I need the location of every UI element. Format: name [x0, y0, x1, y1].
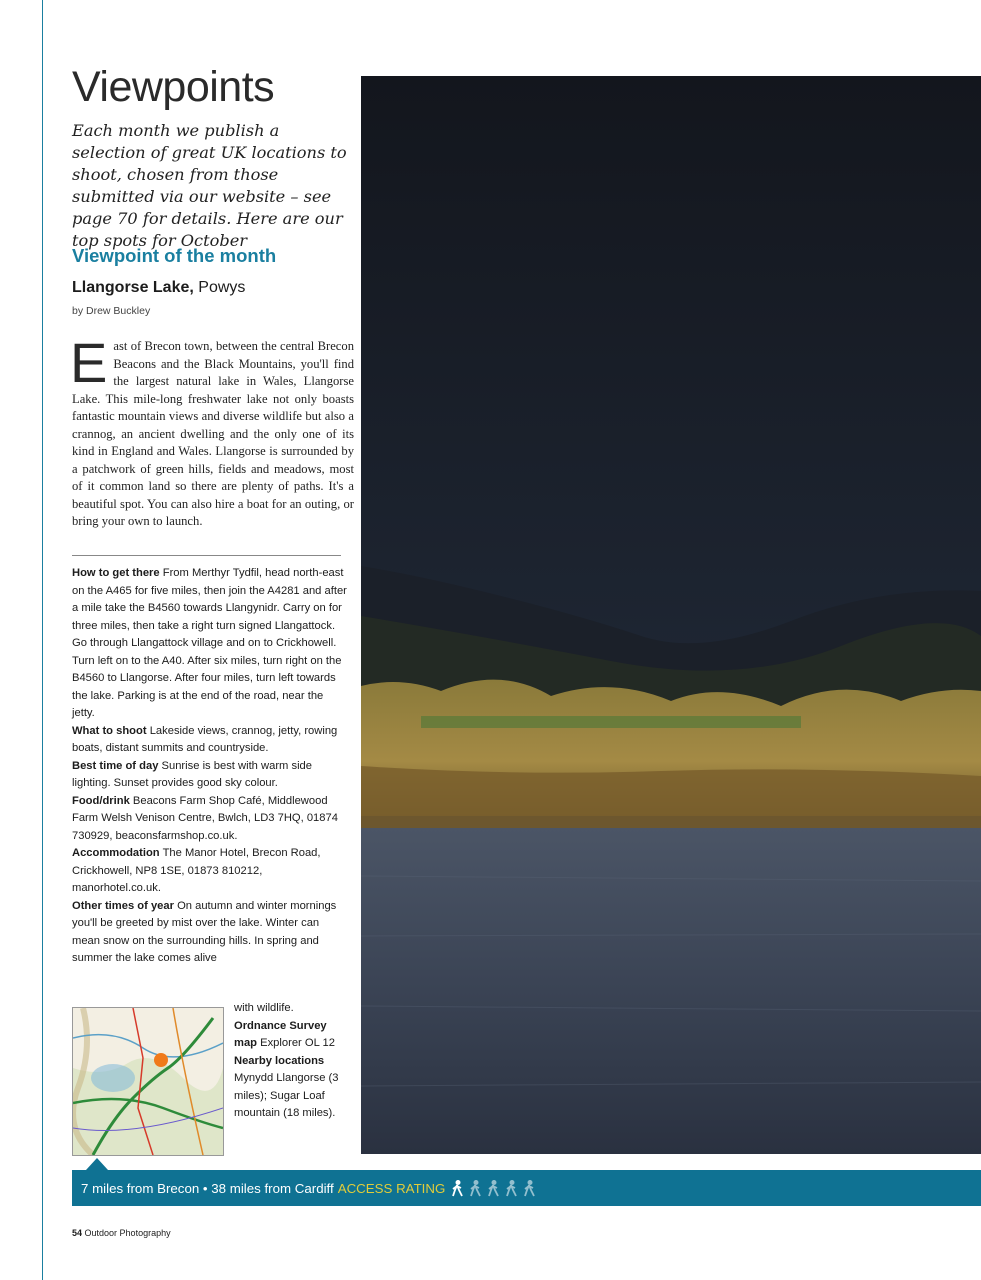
other-text: On autumn and winter mornings you'll be greeted by mist over the lake. Winter can mean snow on the surrounding hills. In spring and summer the lake comes alive: [72, 899, 337, 964]
access-rating-icons: [450, 1180, 537, 1197]
drop-cap: E: [70, 331, 108, 394]
info-panel-continued: [234, 1000, 352, 1123]
nearby-text: Mynydd Llangorse (3 miles); Sugar Loaf mountain (18 miles).: [234, 1072, 339, 1119]
how-text: From Merthyr Tydfil, head north-east on the A465 for five miles, then join the A4281 and after a mile take the B4560 towards Llangynidr. Carry on for three miles, then take a right turn signed Llangattock. Go through Llangattock village and on to Crickhowell. Turn left on to the A40. After six miles, turn right on the B4560 to Llangorse. After four miles, turn left towards the lake. Parking is at the end of the road, near the jetty.: [72, 567, 347, 719]
walker-icon: [468, 1180, 483, 1197]
map-pointer: [86, 1158, 108, 1170]
section-divider: [72, 555, 341, 556]
food-text: Beacons Farm Shop Café, Middlewood Farm Welsh Venison Centre, Bwlch, LD3 7HQ, 01874 730929, beaconsfarmshop.co.uk.: [72, 794, 338, 842]
page-title: Viewpoints: [72, 63, 275, 111]
walker-icon: [504, 1180, 519, 1197]
location-county: Powys: [198, 279, 246, 296]
access-rating-label: ACCESS RATING: [337, 1180, 446, 1196]
walker-icon: [522, 1180, 537, 1197]
page-number: 54: [72, 1228, 83, 1238]
page-folio: [72, 1228, 171, 1238]
article-body: [70, 331, 354, 531]
walker-icon: [486, 1180, 501, 1197]
info-panel: [72, 565, 347, 968]
os-label: Ordnance Survey map: [234, 1019, 327, 1049]
best-label: Best time of day: [72, 759, 159, 772]
other-tail: with wildlife.: [234, 1002, 294, 1014]
food-label: Food/drink: [72, 794, 130, 807]
walker-icon: [450, 1180, 465, 1197]
magazine-name: Outdoor Photography: [84, 1228, 171, 1238]
nearby-label: Nearby locations: [234, 1054, 325, 1067]
article-text: ast of Brecon town, between the central Brecon Beacons and the Black Mountains, you'll find the largest natural lake in Wales, Llangorse Lake. This mile-long freshwater lake not only boasts fantastic mountain views and diverse wildlife but also a crannog, an ancient dwelling and the only one of its kind in England and Wales. Llangorse is surrounded by a patchwork of green hills, fields and meadows, most of it common land so there are plenty of paths. It's a beautiful spot. You can also hire a boat for an outing, or bring your own to launch.: [72, 339, 354, 528]
location-marker: [154, 1053, 168, 1067]
map-illustration: [73, 1008, 223, 1155]
footer-info-bar: [72, 1170, 981, 1206]
byline: by Drew Buckley: [72, 305, 151, 317]
section-heading: Viewpoint of the month: [72, 245, 277, 266]
feature-photo: [361, 76, 981, 1154]
location-map: [72, 1007, 224, 1156]
lake-landscape-photo: [361, 76, 981, 1154]
accom-text: The Manor Hotel, Brecon Road, Crickhowell, NP8 1SE, 01873 810212, manorhotel.co.uk.: [72, 847, 321, 894]
intro-standfirst: Each month we publish a selection of great UK locations to shoot, chosen from those submitted via our website – see page 70 for details. Here are our top spots for October: [72, 121, 347, 250]
location-name: Llangorse Lake,: [72, 279, 194, 296]
margin-rule: [42, 0, 43, 1280]
distances-text: 7 miles from Brecon • 38 miles from Cardiff: [81, 1180, 334, 1196]
os-text: Explorer OL 12: [260, 1037, 335, 1049]
how-label: How to get there: [72, 567, 160, 579]
what-text: Lakeside views, crannog, jetty, rowing boats, distant summits and countryside.: [72, 724, 338, 754]
best-text: Sunrise is best with warm side lighting. Sunset provides good sky colour.: [72, 759, 312, 789]
other-label: Other times of year: [72, 899, 174, 912]
what-label: What to shoot: [72, 724, 147, 737]
accom-label: Accommodation: [72, 847, 160, 859]
location-title: [72, 279, 245, 297]
